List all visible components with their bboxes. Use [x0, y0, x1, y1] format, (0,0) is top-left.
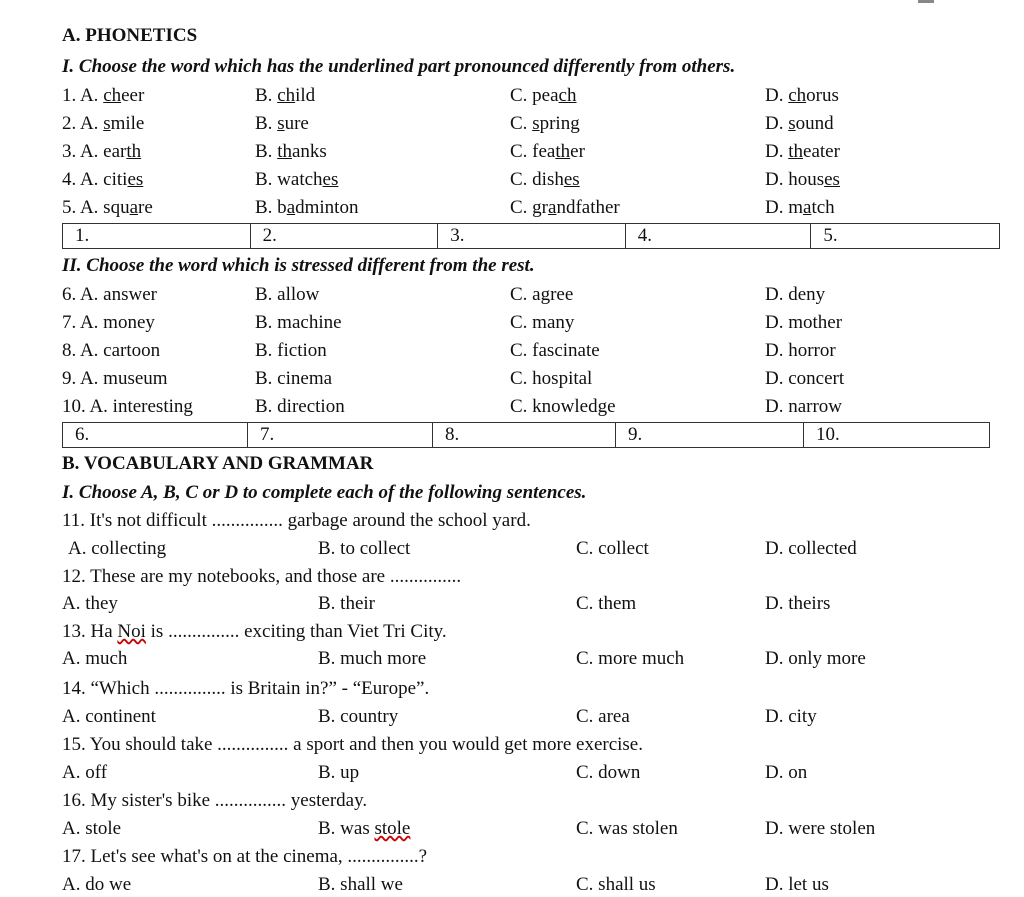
option-b[interactable]: B. was stole — [318, 818, 411, 839]
option-a[interactable]: A. cheer — [79, 85, 145, 106]
option-a[interactable]: A. museum — [79, 368, 168, 389]
question-row: 10. A. interesting — [62, 396, 193, 417]
question-number: 4. — [62, 169, 77, 190]
option-d[interactable]: D. narrow — [765, 396, 843, 417]
answer-cell[interactable]: 10. — [816, 424, 840, 445]
option-c[interactable]: C. peach — [510, 85, 577, 106]
option-a[interactable]: A. cities — [79, 169, 144, 190]
top-edge-mark — [918, 0, 934, 3]
option-c[interactable]: C. grandfather — [510, 197, 620, 218]
answer-cell[interactable]: 3. — [438, 224, 626, 248]
section-b-instruction: I. Choose A, B, C or D to complete each of the following sentences. — [62, 482, 587, 503]
option-a[interactable]: A. smile — [79, 113, 145, 134]
option-c[interactable]: C. collect — [576, 538, 649, 559]
part2-instruction: II. Choose the word which is stressed different from the rest. — [62, 255, 535, 276]
question-row: 9. A. museum — [62, 368, 168, 389]
question-row: 7. A. money — [62, 312, 155, 333]
option-a[interactable]: A. collecting — [68, 538, 167, 559]
option-b[interactable]: B. direction — [255, 396, 345, 417]
question-text: 11. It's not difficult ............... garbage around the school yard. — [62, 510, 531, 531]
option-a[interactable]: A. money — [79, 312, 155, 333]
spellcheck-flag: Noi — [117, 621, 146, 642]
answer-box-1-5 — [62, 223, 1000, 249]
question-row: 6. A. answer — [62, 284, 157, 305]
answer-cell[interactable]: 5. — [823, 225, 838, 246]
option-c[interactable]: C. fascinate — [510, 340, 600, 361]
option-d[interactable]: D. let us — [765, 874, 829, 895]
option-b[interactable]: B. watches — [255, 169, 339, 190]
option-b[interactable]: B. child — [255, 85, 316, 106]
option-d[interactable]: D. were stolen — [765, 818, 876, 839]
option-d[interactable]: D. sound — [765, 113, 834, 134]
option-b[interactable]: B. country — [318, 706, 399, 727]
option-d[interactable]: D. concert — [765, 368, 845, 389]
answer-cell[interactable]: 8. — [433, 423, 616, 447]
answer-cell[interactable]: 9. — [616, 423, 804, 447]
option-b[interactable]: B. much more — [318, 648, 427, 669]
option-a[interactable]: A. answer — [79, 284, 157, 305]
answer-cell[interactable]: 7. — [248, 423, 433, 447]
option-d[interactable]: D. chorus — [765, 85, 839, 106]
option-c[interactable]: C. dishes — [510, 169, 580, 190]
option-d[interactable]: D. horror — [765, 340, 836, 361]
option-b[interactable]: B. allow — [255, 284, 320, 305]
option-a[interactable]: A. do we — [62, 874, 132, 895]
question-number: 2. — [62, 113, 77, 134]
option-c[interactable]: C. hospital — [510, 368, 593, 389]
option-a[interactable]: A. they — [62, 593, 118, 614]
option-b[interactable]: B. up — [318, 762, 360, 783]
question-row: 8. A. cartoon — [62, 340, 161, 361]
question-row — [62, 112, 144, 136]
section-b-title: B. VOCABULARY AND GRAMMAR — [62, 453, 374, 474]
question-text: 15. You should take ............... a sport and then you would get more exercise. — [62, 734, 643, 755]
option-a[interactable]: A. earth — [79, 141, 142, 162]
option-c[interactable]: C. many — [510, 312, 575, 333]
option-b[interactable]: B. sure — [255, 113, 309, 134]
question-number: 3. — [62, 141, 77, 162]
question-number: 1. — [62, 85, 77, 106]
option-c[interactable]: C. knowledge — [510, 396, 616, 417]
option-c[interactable]: C. area — [576, 706, 630, 727]
answer-cell[interactable]: 4. — [626, 224, 812, 248]
question-number: 5. — [62, 197, 77, 218]
option-a[interactable]: A. continent — [62, 706, 156, 727]
option-d[interactable]: D. on — [765, 762, 808, 783]
option-d[interactable]: D. deny — [765, 284, 826, 305]
option-b[interactable]: B. cinema — [255, 368, 333, 389]
question-row — [62, 168, 143, 192]
option-a[interactable]: A. stole — [62, 818, 122, 839]
question-row — [62, 84, 144, 108]
option-c[interactable]: C. spring — [510, 113, 580, 134]
option-b[interactable]: B. badminton — [255, 197, 359, 218]
question-text: 13. Ha Noi is ............... exciting than Viet Tri City. — [62, 621, 447, 642]
option-d[interactable]: D. theirs — [765, 593, 831, 614]
question-row — [62, 196, 153, 220]
option-c[interactable]: C. shall us — [576, 874, 656, 895]
question-text: 17. Let's see what's on at the cinema, ...............? — [62, 846, 428, 867]
part1-instruction: I. Choose the word which has the underlined part pronounced differently from others. — [62, 56, 736, 77]
option-b[interactable]: B. to collect — [318, 538, 411, 559]
option-c[interactable]: C. feather — [510, 141, 585, 162]
option-a[interactable]: A. square — [79, 197, 153, 218]
answer-box-6-10 — [62, 422, 990, 448]
option-b[interactable]: B. machine — [255, 312, 342, 333]
question-row — [62, 140, 141, 164]
option-c[interactable]: C. was stolen — [576, 818, 678, 839]
option-c[interactable]: C. more much — [576, 648, 685, 669]
option-c[interactable]: C. agree — [510, 284, 574, 305]
option-a[interactable]: A. cartoon — [79, 340, 161, 361]
option-d[interactable]: D. collected — [765, 538, 857, 559]
answer-cell[interactable]: 6. — [63, 423, 248, 447]
answer-cell[interactable]: 1. — [63, 224, 251, 248]
spellcheck-flag: stole — [374, 818, 411, 839]
question-text: 16. My sister's bike ............... yesterday. — [62, 790, 368, 811]
option-d[interactable]: D. only more — [765, 648, 866, 669]
answer-cell[interactable]: 2. — [251, 224, 439, 248]
question-text: 14. “Which ............... is Britain in?” - “Europe”. — [62, 678, 430, 699]
option-c[interactable]: C. them — [576, 593, 637, 614]
option-a[interactable]: A. much — [62, 648, 128, 669]
option-d[interactable]: D. match — [765, 197, 835, 218]
option-d[interactable]: D. theater — [765, 141, 840, 162]
option-c[interactable]: C. down — [576, 762, 641, 783]
option-b[interactable]: B. their — [318, 593, 375, 614]
question-text: 12. These are my notebooks, and those are ............... — [62, 566, 462, 587]
section-a-title: A. PHONETICS — [62, 25, 198, 46]
option-b[interactable]: B. shall we — [318, 874, 403, 895]
option-d[interactable]: D. mother — [765, 312, 843, 333]
option-a[interactable]: A. off — [62, 762, 108, 783]
option-d[interactable]: D. houses — [765, 169, 840, 190]
option-b[interactable]: B. thanks — [255, 141, 327, 162]
option-d[interactable]: D. city — [765, 706, 817, 727]
option-b[interactable]: B. fiction — [255, 340, 327, 361]
option-a[interactable]: A. interesting — [89, 396, 193, 417]
